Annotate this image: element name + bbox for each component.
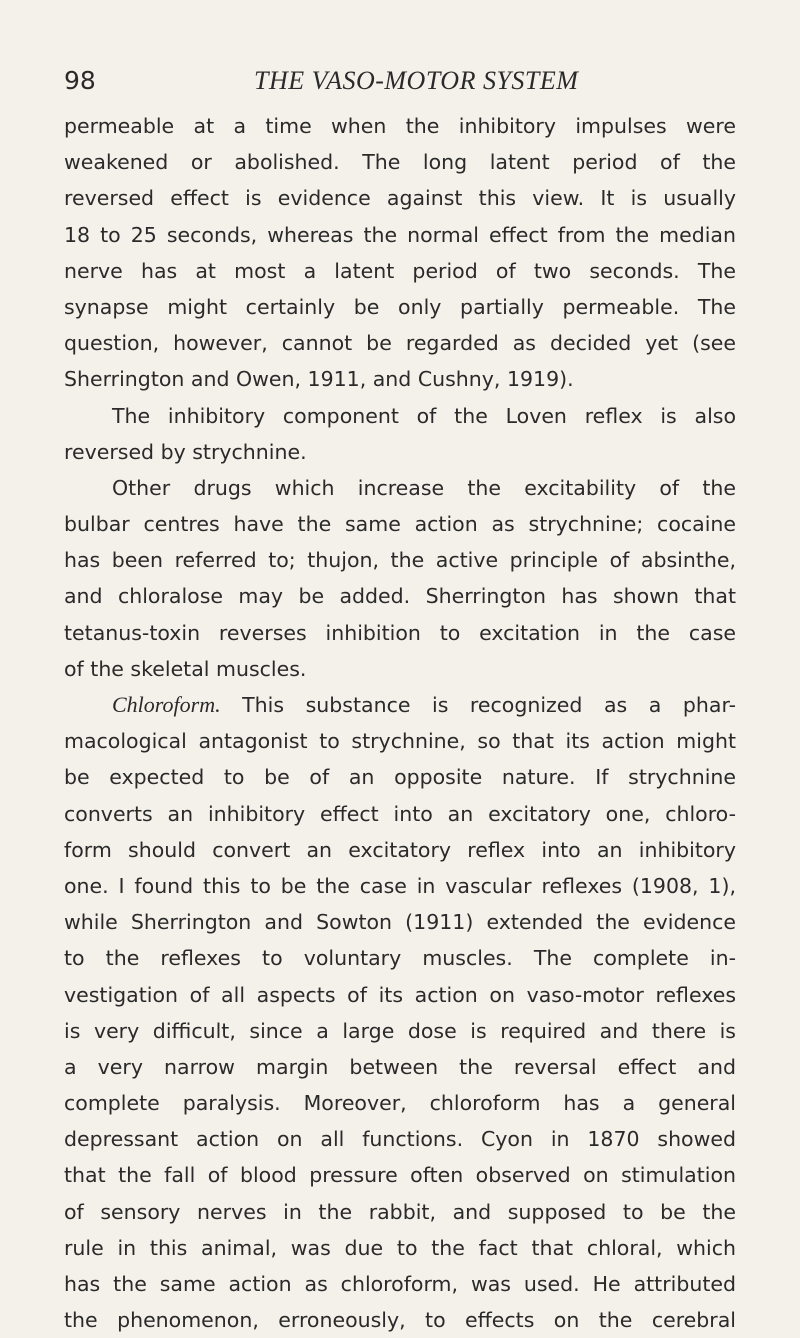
text-line: is very difficult, since a large dose is required and there is [64, 1018, 736, 1043]
page-header [64, 66, 736, 106]
text-line: converts an inhibitory effect into an excitatory one, chloro- [64, 801, 736, 826]
text-line: one. I found this to be the case in vascular reflexes (1908, 1), [64, 873, 736, 898]
text-line: Other drugs which increase the excitability of the [112, 475, 736, 500]
text-line: tetanus-toxin reverses inhibition to excitation in the case [64, 620, 736, 645]
text-line: be expected to be of an opposite nature. If strychnine [64, 765, 736, 790]
text-line: depressant action on all functions. Cyon in 1870 showed [64, 1127, 736, 1152]
text-line: macological antagonist to strychnine, so that its action might [64, 729, 736, 754]
running-title: THE VASO-MOTOR SYSTEM [254, 66, 579, 95]
text-line: 18 to 25 seconds, whereas the normal effect from the median [64, 222, 736, 247]
text-line: the phenomenon, erroneously, to effects on the cerebral [64, 1308, 736, 1333]
paragraph-lead-line [64, 687, 736, 723]
page-number: 98 [64, 66, 96, 95]
text-line: weakened or abolished. The long latent period of the [64, 150, 736, 175]
text-run: This substance is recognized as a phar- [242, 693, 736, 717]
text-line: Sherrington and Owen, 1911, and Cushny, 1919). [64, 367, 574, 392]
text-line: while Sherrington and Sowton (1911) extended the evidence [64, 910, 736, 935]
text-line: rule in this animal, was due to the fact that chloral, which [64, 1235, 736, 1260]
text-line: of sensory nerves in the rabbit, and supposed to be the [64, 1199, 736, 1224]
body-text [64, 108, 736, 1338]
text-line: question, however, cannot be regarded as decided yet (see [64, 331, 736, 356]
text-line: The inhibitory component of the Loven reflex is also [112, 403, 736, 428]
text-line: has been referred to; thujon, the active principle of absinthe, [64, 548, 736, 573]
text-line: synapse might certainly be only partially permeable. The [64, 294, 736, 319]
text-line: nerve has at most a latent period of two seconds. The [64, 258, 736, 283]
text-line: has the same action as chloroform, was used. He attributed [64, 1272, 736, 1296]
text-line: reversed effect is evidence against this view. It is usually [64, 186, 736, 211]
text-line: and chloralose may be added. Sherrington has shown that [64, 584, 736, 609]
text-line: of the skeletal muscles. [64, 656, 307, 681]
section-run-in-heading: Chloroform. [112, 692, 221, 717]
text-line: vestigation of all aspects of its action on vaso-motor reflexes [64, 982, 736, 1007]
text-line: bulbar centres have the same action as strychnine; cocaine [64, 512, 736, 537]
text-line: form should convert an excitatory reflex into an inhibitory [64, 837, 736, 862]
text-line: reversed by strychnine. [64, 439, 307, 464]
text-line: complete paralysis. Moreover, chloroform has a general [64, 1091, 736, 1116]
text-line: permeable at a time when the inhibitory impulses were [64, 114, 736, 138]
text-line: that the fall of blood pressure often observed on stimulation [64, 1163, 736, 1188]
text-line: a very narrow margin between the reversal effect and [64, 1054, 736, 1079]
text-line: to the reflexes to voluntary muscles. The complete in- [64, 946, 736, 971]
